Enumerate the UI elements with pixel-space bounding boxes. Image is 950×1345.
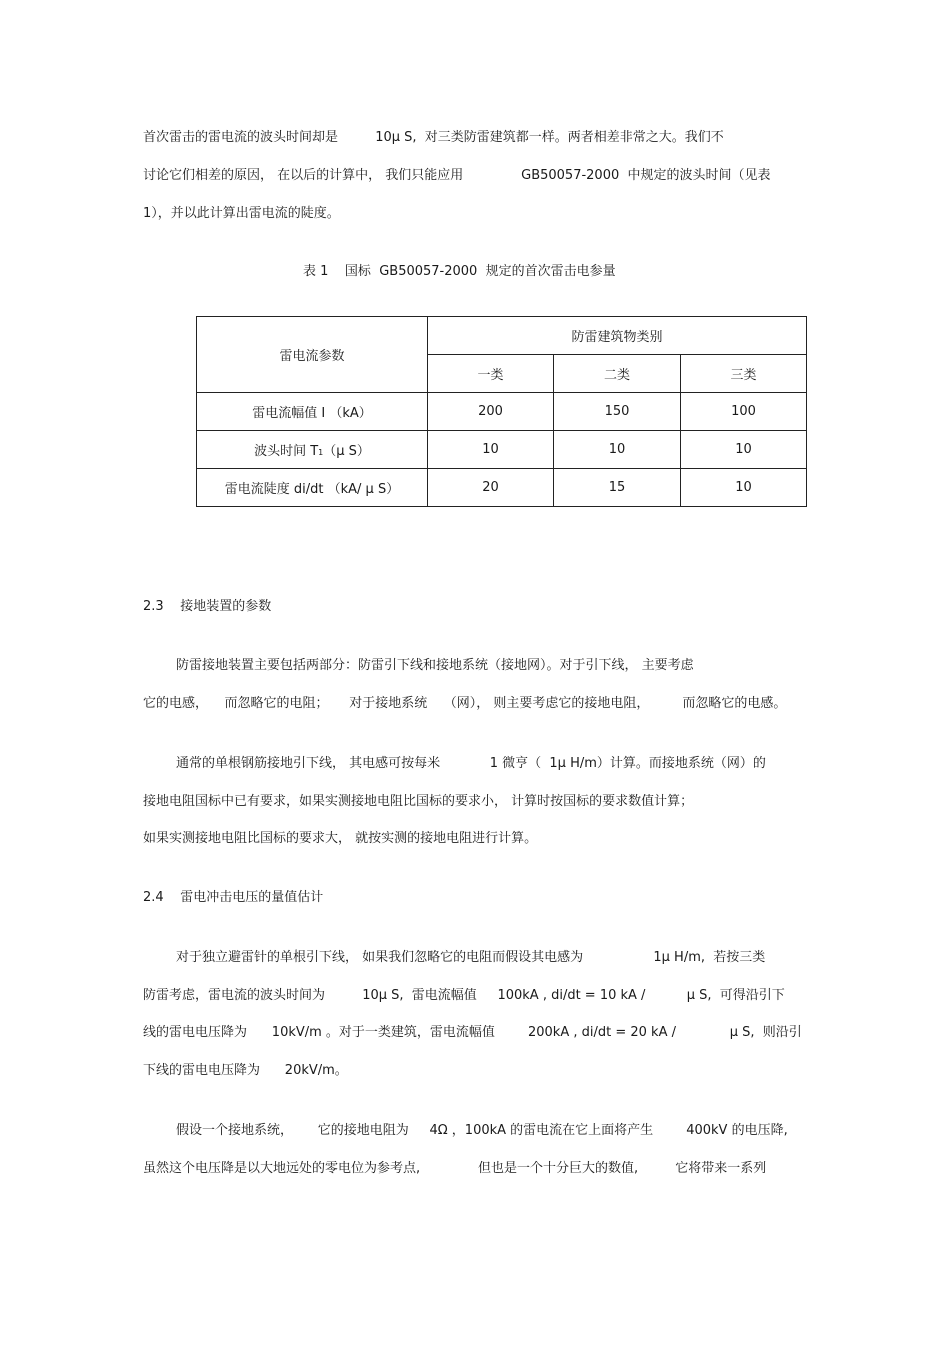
cell-value: 100	[681, 393, 807, 431]
intro-line-3: 1），并以此计算出雷电流的陡度。	[143, 206, 340, 221]
row-label-subscript: 1	[318, 448, 324, 457]
s24-p1-line-2: 防雷考虑，雷电流的波头时间为 10μ S, 雷电流幅值 100kA , di/dt = 10 kA / μ S, 可得沿引下	[143, 988, 785, 1003]
s24-p1-line-1: 对于独立避雷针的单根引下线， 如果我们忽略它的电阻而假设其电感为 1μ H/m, 若按三类	[176, 950, 766, 965]
row-label-main: 波头时间 T	[254, 444, 319, 459]
cell-value: 15	[554, 469, 681, 507]
s23-p2-line-2: 接地电阻国标中已有要求，如果实测接地电阻比国标的要求小， 计算时按国标的要求数值计算；	[143, 794, 694, 809]
cell-value: 20	[428, 469, 554, 507]
s24-p2-line-2: 虽然这个电压降是以大地远处的零电位为参考点, 但也是一个十分巨大的数值, 它将带来一系列	[143, 1161, 767, 1176]
table-row	[197, 393, 807, 431]
s23-p2-line-1: 通常的单根钢筋接地引下线， 其电感可按每米 1 微亨（ 1μ H/m）计算。而接地系统（网）的	[176, 756, 766, 771]
cell-value: 10	[681, 469, 807, 507]
row-label	[197, 431, 428, 469]
cell-value: 10	[554, 431, 681, 469]
row-label: 雷电流幅值 I （kA）	[197, 393, 428, 431]
row-label: 雷电流陡度 di/dt （kA/ μ S）	[197, 469, 428, 507]
class-2: 二类	[554, 355, 681, 393]
table-row	[197, 431, 807, 469]
row-label-unit: （μ S）	[323, 444, 370, 459]
param-header: 雷电流参数	[197, 317, 428, 393]
table-row	[197, 469, 807, 507]
section-2-3-heading: 2.3 接地装置的参数	[143, 599, 272, 614]
table-caption: 表 1 国标 GB50057-2000 规定的首次雷击电参量	[303, 264, 616, 279]
cell-value: 10	[428, 431, 554, 469]
intro-line-2: 讨论它们相差的原因， 在以后的计算中， 我们只能应用 GB50057-2000 中规定的波头时间（见表	[143, 168, 771, 183]
intro-line-1: 首次雷击的雷电流的波头时间却是 10μ S, 对三类防雷建筑都一样。两者相差非常之大。我们不	[143, 130, 724, 145]
s23-p1-line-2: 它的电感， 而忽略它的电阻； 对于接地系统 （网）， 则主要考虑它的接地电阻， 而忽略它的电感。	[143, 696, 787, 711]
class-header: 防雷建筑物类别	[428, 317, 807, 355]
class-1: 一类	[428, 355, 554, 393]
s23-p1-line-1: 防雷接地装置主要包括两部分：防雷引下线和接地系统（接地网）。对于引下线， 主要考虑	[176, 658, 694, 673]
cell-value: 150	[554, 393, 681, 431]
s24-p1-line-4: 下线的雷电电压降为 20kV/m。	[143, 1063, 348, 1078]
cell-value: 200	[428, 393, 554, 431]
s23-p2-line-3: 如果实测接地电阻比国标的要求大， 就按实测的接地电阻进行计算。	[143, 831, 538, 846]
cell-value: 10	[681, 431, 807, 469]
class-3: 三类	[681, 355, 807, 393]
lightning-parameter-table	[196, 316, 807, 507]
s24-p1-line-3: 线的雷电电压降为 10kV/m 。对于一类建筑，雷电流幅值 200kA , di/dt = 20 kA / μ S, 则沿引	[143, 1025, 802, 1040]
s24-p2-line-1: 假设一个接地系统， 它的接地电阻为 4Ω ，100kA 的雷电流在它上面将产生 400kV 的电压降,	[176, 1123, 788, 1138]
section-2-4-heading: 2.4 雷电冲击电压的量值估计	[143, 890, 324, 905]
